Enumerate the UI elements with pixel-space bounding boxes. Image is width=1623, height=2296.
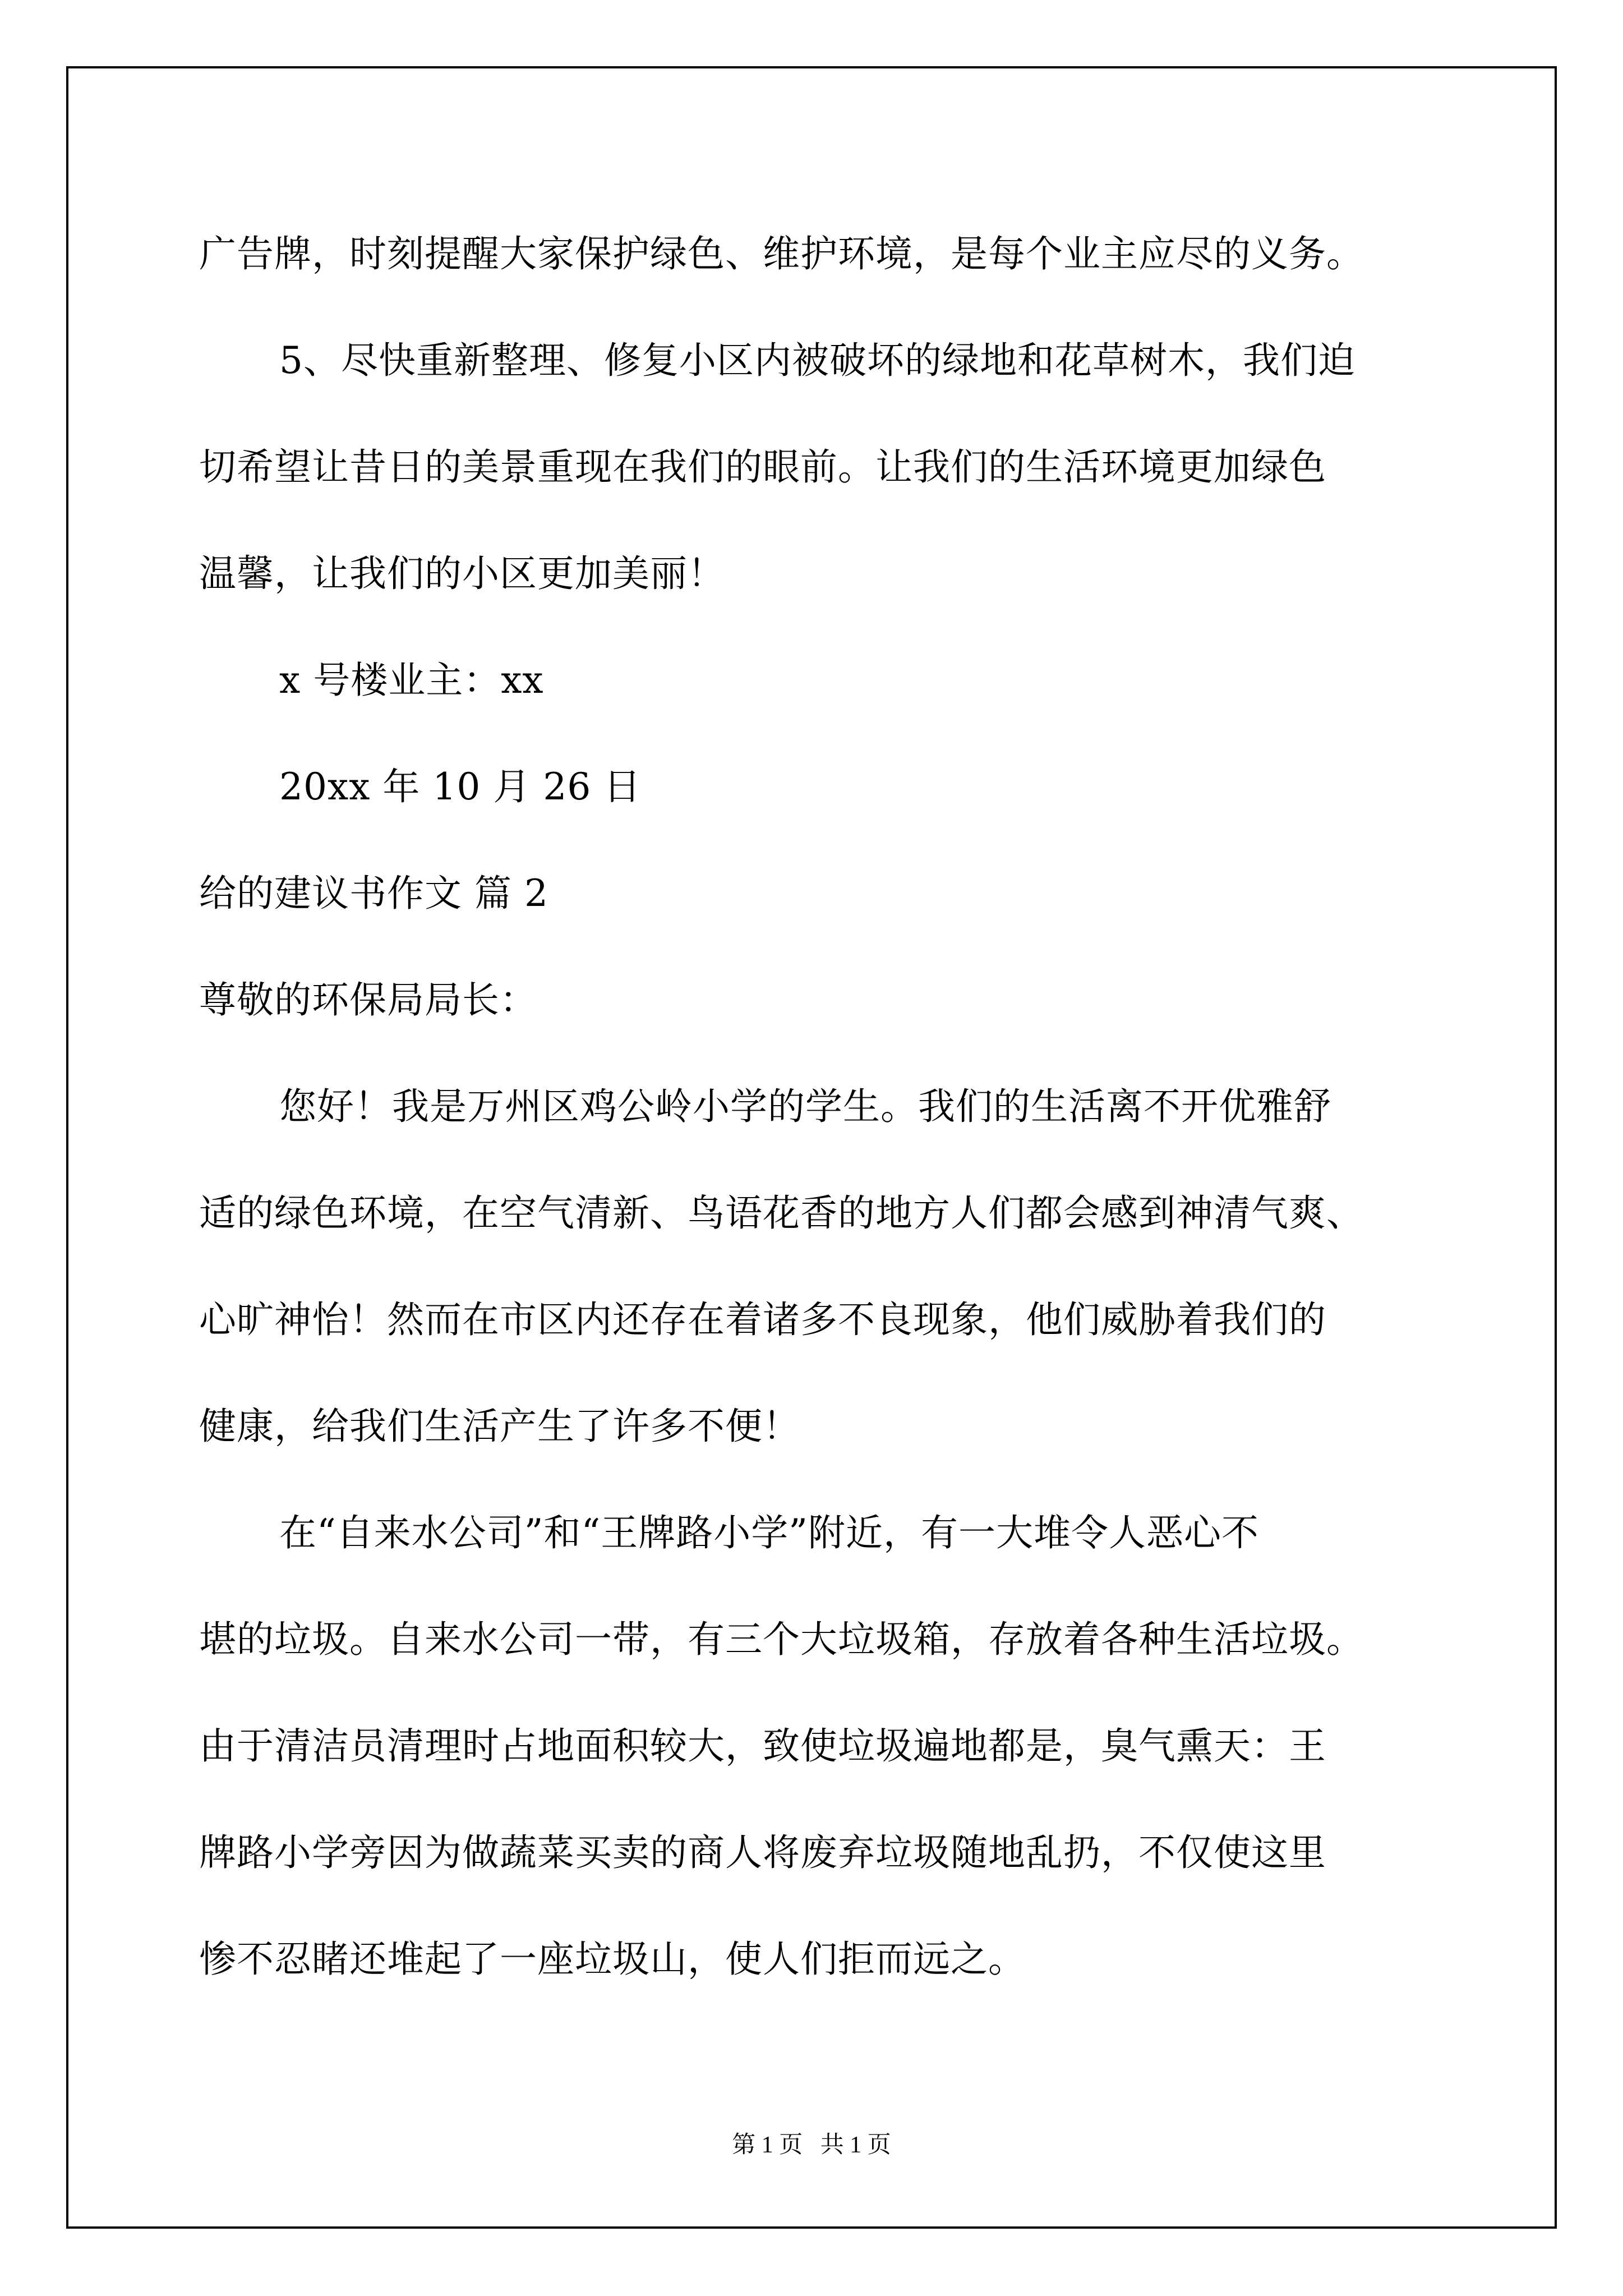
- paragraph-line: 堪的垃圾。自来水公司一带，有三个大垃圾箱，存放着各种生活垃圾。: [199, 1618, 1364, 1661]
- paragraph-line: 广告牌，时刻提醒大家保护绿色、维护环境，是每个业主应尽的义务。: [199, 232, 1364, 275]
- paragraph-line: 健康，给我们生活产生了许多不便！: [199, 1405, 800, 1448]
- paragraph-line: 惨不忍睹还堆起了一座垃圾山，使人们拒而远之。: [199, 1938, 1026, 1981]
- paragraph-line: 切希望让昔日的美景重现在我们的眼前。让我们的生活环境更加绿色: [199, 445, 1326, 489]
- paragraph-line: 牌路小学旁因为做蔬菜买卖的商人将废弃垃圾随地乱扔，不仅使这里: [199, 1831, 1326, 1874]
- paragraph-line: 5、尽快重新整理、修复小区内被破坏的绿地和花草树木，我们迫: [279, 339, 1355, 382]
- paragraph-line: 适的绿色环境，在空气清新、鸟语花香的地方人们都会感到神清气爽、: [199, 1191, 1364, 1235]
- page-border: [66, 66, 1557, 2229]
- paragraph-line: 您好！我是万州区鸡公岭小学的学生。我们的生活离不开优雅舒: [279, 1085, 1331, 1128]
- signature-line: x 号楼业主：xx: [279, 659, 544, 702]
- paragraph-line: 温馨，让我们的小区更加美丽！: [199, 552, 725, 595]
- page-number-footer: 第 1 页 共 1 页: [732, 2132, 891, 2158]
- paragraph-line: 心旷神怡！然而在市区内还存在着诸多不良现象，他们威胁着我们的: [199, 1298, 1326, 1341]
- salutation-line: 尊敬的环保局局长：: [199, 978, 537, 1022]
- paragraph-line: 由于清洁员清理时占地面积较大，致使垃圾遍地都是，臭气熏天：王: [199, 1724, 1326, 1768]
- section-heading: 给的建议书作文 篇 2: [199, 872, 548, 915]
- paragraph-line: 在“自来水公司”和“王牌路小学”附近，有一大堆令人恶心不: [279, 1511, 1259, 1554]
- date-line: 20xx 年 10 月 26 日: [279, 765, 642, 808]
